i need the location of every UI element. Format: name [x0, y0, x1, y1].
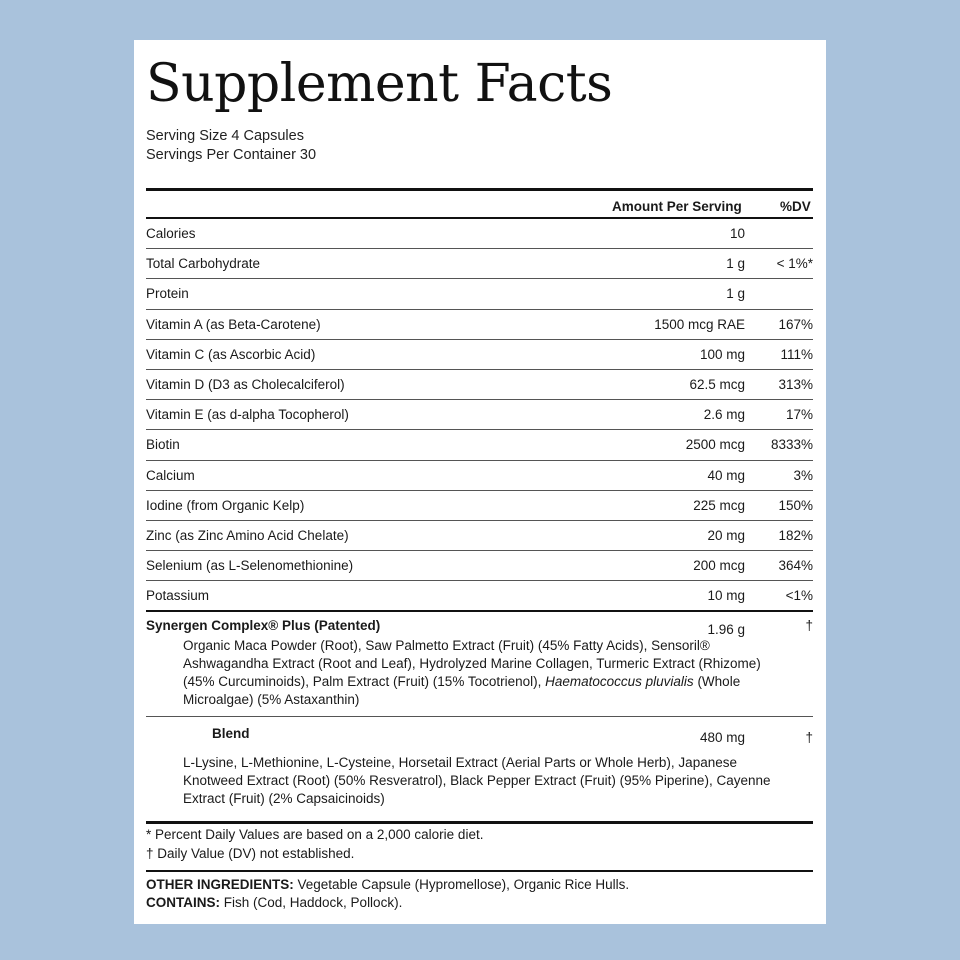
nutrient-dv: 150% [778, 497, 813, 513]
footnote-dagger: † Daily Value (DV) not established. [146, 846, 355, 861]
nutrient-dv: 364% [778, 558, 813, 574]
nutrient-dv: 8333% [770, 437, 813, 453]
nutrient-row [146, 340, 813, 370]
nutrient-name: Vitamin E (as d-alpha Tocopherol) [146, 407, 349, 423]
blend1-dv: † [805, 618, 813, 633]
divider [146, 610, 813, 612]
nutrient-amount: 10 [729, 226, 745, 241]
nutrient-amount: 1500 mcg RAE [654, 316, 745, 332]
servings-per-container: Servings Per Container 30 [146, 147, 317, 163]
nutrient-row [146, 521, 813, 551]
blend2-ingredients-line: Extract (Fruit) (2% Capsaicinoids) [183, 791, 385, 806]
nutrient-row [146, 430, 813, 460]
blend1-ingredients-line [183, 673, 783, 691]
nutrient-name: Vitamin C (as Ascorbic Acid) [146, 346, 316, 362]
nutrient-name: Iodine (from Organic Kelp) [146, 497, 305, 513]
nutrient-dv: 17% [785, 407, 813, 423]
blend2-ingredients-line: Knotweed Extract (Root) (50% Resveratrol), Black Pepper Extract (Fruit) (95% Piperine), Cayenne [183, 773, 771, 788]
contains [146, 895, 402, 910]
nutrient-row [146, 581, 813, 611]
blend1-text: (45% Curcuminoids), Palm Extract (Fruit) (15% Tocotrienol), [183, 674, 546, 689]
blend1-name: Synergen Complex® Plus (Patented) [146, 618, 381, 633]
nutrient-dv: 111% [780, 346, 813, 362]
contains-label: CONTAINS: [146, 895, 220, 910]
divider [146, 188, 813, 191]
nutrient-amount: 40 mg [707, 467, 745, 483]
nutrient-amount: 62.5 mcg [689, 377, 745, 392]
nutrient-amount: 225 mcg [693, 497, 745, 513]
nutrient-amount: 2500 mcg [685, 437, 745, 453]
page-title: Supplement Facts [146, 54, 613, 114]
nutrient-dv: 182% [778, 528, 813, 543]
nutrient-name: Calories [146, 226, 196, 241]
blend1-ingredients-line: Microalgae) (5% Astaxanthin) [183, 692, 360, 707]
other-ingredients [146, 877, 629, 892]
supplement-facts-panel [134, 40, 826, 924]
nutrient-row [146, 219, 813, 249]
nutrient-amount: 10 mg [707, 588, 745, 604]
nutrient-dv: 167% [778, 316, 813, 332]
footnote-percent: * Percent Daily Values are based on a 2,000 calorie diet. [146, 827, 484, 842]
blend2-ingredients [183, 754, 783, 808]
other-ingredients-value: Vegetable Capsule (Hypromellose), Organic Rice Hulls. [293, 877, 630, 892]
nutrient-name: Protein [146, 286, 189, 302]
nutrient-amount: 100 mg [699, 346, 745, 362]
nutrient-row [146, 249, 813, 279]
nutrient-name: Vitamin A (as Beta-Carotene) [146, 316, 321, 332]
nutrient-name: Selenium (as L-Selenomethionine) [146, 558, 354, 574]
nutrient-amount: 2.6 mg [703, 407, 745, 423]
nutrient-amount: 1 g [726, 286, 745, 302]
nutrient-name: Potassium [146, 588, 210, 604]
nutrient-row [146, 551, 813, 581]
nutrient-dv: < 1%* [776, 256, 813, 272]
divider [146, 716, 813, 717]
nutrient-row [146, 461, 813, 491]
nutrient-name: Zinc (as Zinc Amino Acid Chelate) [146, 528, 349, 543]
other-ingredients-label: OTHER INGREDIENTS: [146, 877, 294, 892]
nutrient-name: Calcium [146, 467, 195, 483]
divider [146, 870, 813, 872]
nutrient-row [146, 491, 813, 521]
blend1-ingredients-line: Ashwagandha Extract (Root and Leaf), Hydrolyzed Marine Collagen, Turmeric Extract (Rhizome) [183, 656, 761, 671]
nutrient-amount: 1 g [726, 256, 745, 272]
nutrient-amount: 20 mg [707, 528, 745, 543]
nutrient-row [146, 310, 813, 340]
blend1-ingredients-line: Organic Maca Powder (Root), Saw Palmetto Extract (Fruit) (45% Fatty Acids), Sensoril® [183, 638, 710, 653]
dv-header: %DV [780, 199, 811, 214]
blend2-dv: † [805, 730, 813, 745]
nutrient-row [146, 370, 813, 400]
nutrient-row [146, 400, 813, 430]
nutrient-dv: 3% [793, 467, 813, 483]
blend1-ingredients [183, 637, 783, 709]
serving-size: Serving Size 4 Capsules [146, 128, 304, 144]
blend1-amount: 1.96 g [707, 622, 745, 637]
contains-value: Fish (Cod, Haddock, Pollock). [220, 895, 403, 910]
nutrient-dv: <1% [785, 588, 813, 604]
amount-header: Amount Per Serving [612, 199, 742, 214]
blend1-italic-text: Haematococcus pluvialis [545, 674, 694, 689]
blend2-name: Blend [212, 726, 250, 741]
blend1-text: (Whole [693, 674, 741, 689]
nutrient-amount: 200 mcg [693, 558, 745, 574]
nutrient-dv: 313% [778, 377, 813, 392]
nutrient-row [146, 279, 813, 309]
nutrient-name: Total Carbohydrate [146, 256, 261, 272]
blend2-ingredients-line: L-Lysine, L-Methionine, L-Cysteine, Horsetail Extract (Aerial Parts or Whole Herb), Japanese [183, 755, 737, 770]
nutrient-name: Vitamin D (D3 as Cholecalciferol) [146, 377, 345, 392]
blend2-amount: 480 mg [699, 730, 745, 745]
nutrient-name: Biotin [146, 437, 180, 453]
divider [146, 821, 813, 824]
